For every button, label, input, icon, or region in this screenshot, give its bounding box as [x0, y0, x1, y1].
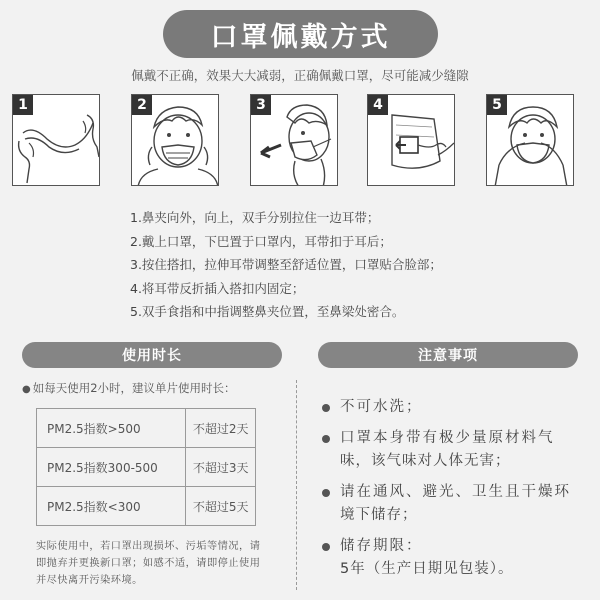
note-text: 请在通风、避光、卫生且干燥环: [340, 484, 571, 500]
note-text: 储存期限：: [340, 538, 423, 554]
usage-table: [36, 408, 256, 526]
step-number: 1: [13, 95, 33, 115]
usage-note-text: 如每天使用2小时，建议单片使用时长：: [32, 381, 236, 395]
subtitle: 佩戴不正确，效果大大减弱，正确佩戴口罩，尽可能减少缝隙: [131, 68, 469, 83]
step-3-panel: [250, 94, 338, 186]
table-row: [37, 409, 256, 448]
bullet-icon: ●: [22, 384, 31, 395]
pm-condition: PM2.5指数<300: [37, 487, 186, 526]
notes-heading: 注意事项: [318, 342, 578, 368]
instruction-item: 2.戴上口罩，下巴置于口罩内，耳带扣于耳后；: [130, 233, 392, 249]
list-item: [322, 427, 571, 450]
usage-limit: 不超过2天: [186, 409, 256, 448]
usage-limit: 不超过3天: [186, 448, 256, 487]
step-number: 2: [132, 95, 152, 115]
page-title: 口罩佩戴方式: [163, 10, 438, 58]
step-number: 4: [368, 95, 388, 115]
bullet-icon: [322, 543, 330, 551]
step-1-panel: [12, 94, 100, 186]
note-text: 不可水洗；: [340, 399, 423, 415]
step-number: 5: [487, 95, 507, 115]
step-5-panel: [486, 94, 574, 186]
table-row: [37, 487, 256, 526]
section-divider: [296, 380, 297, 590]
instruction-item: 3.按住搭扣，拉伸耳带调整至舒适位置，口罩贴合脸部；: [130, 257, 442, 273]
bullet-icon: [322, 435, 330, 443]
instruction-list: [130, 206, 442, 324]
note-text: 口罩本身带有极少量原材料气: [340, 430, 555, 446]
pm-condition: PM2.5指数>500: [37, 409, 186, 448]
bullet-icon: [322, 489, 330, 497]
instruction-item: 1.鼻夹向外，向上，双手分别拉住一边耳带；: [130, 210, 380, 225]
list-item: [322, 396, 571, 419]
table-row: [37, 448, 256, 487]
bullet-icon: [322, 404, 330, 412]
list-item: [322, 481, 571, 504]
notes-list: [322, 396, 571, 581]
instruction-item: 5.双手食指和中指调整鼻夹位置，至鼻梁处密合。: [130, 304, 405, 320]
usage-footnote: 实际使用中，若口罩出现损坏、污垢等情况，请即抛弃并更换新口罩；如感不适，请即停止使用并尽快离开污染环境。: [36, 541, 261, 586]
list-item: [322, 535, 571, 558]
note-continuation: 5年（生产日期见包装）。: [340, 561, 514, 577]
step-4-panel: [367, 94, 455, 186]
note-continuation: 境下储存；: [340, 507, 418, 523]
instruction-item: 4.将耳带反折插入搭扣内固定；: [130, 280, 305, 296]
usage-limit: 不超过5天: [186, 487, 256, 526]
step-2-panel: [131, 94, 219, 186]
note-continuation: 味，该气味对人体无害；: [340, 453, 511, 469]
step-number: 3: [251, 95, 271, 115]
usage-heading: 使用时长: [22, 342, 282, 368]
usage-note: [22, 380, 236, 396]
pm-condition: PM2.5指数300-500: [37, 448, 186, 487]
